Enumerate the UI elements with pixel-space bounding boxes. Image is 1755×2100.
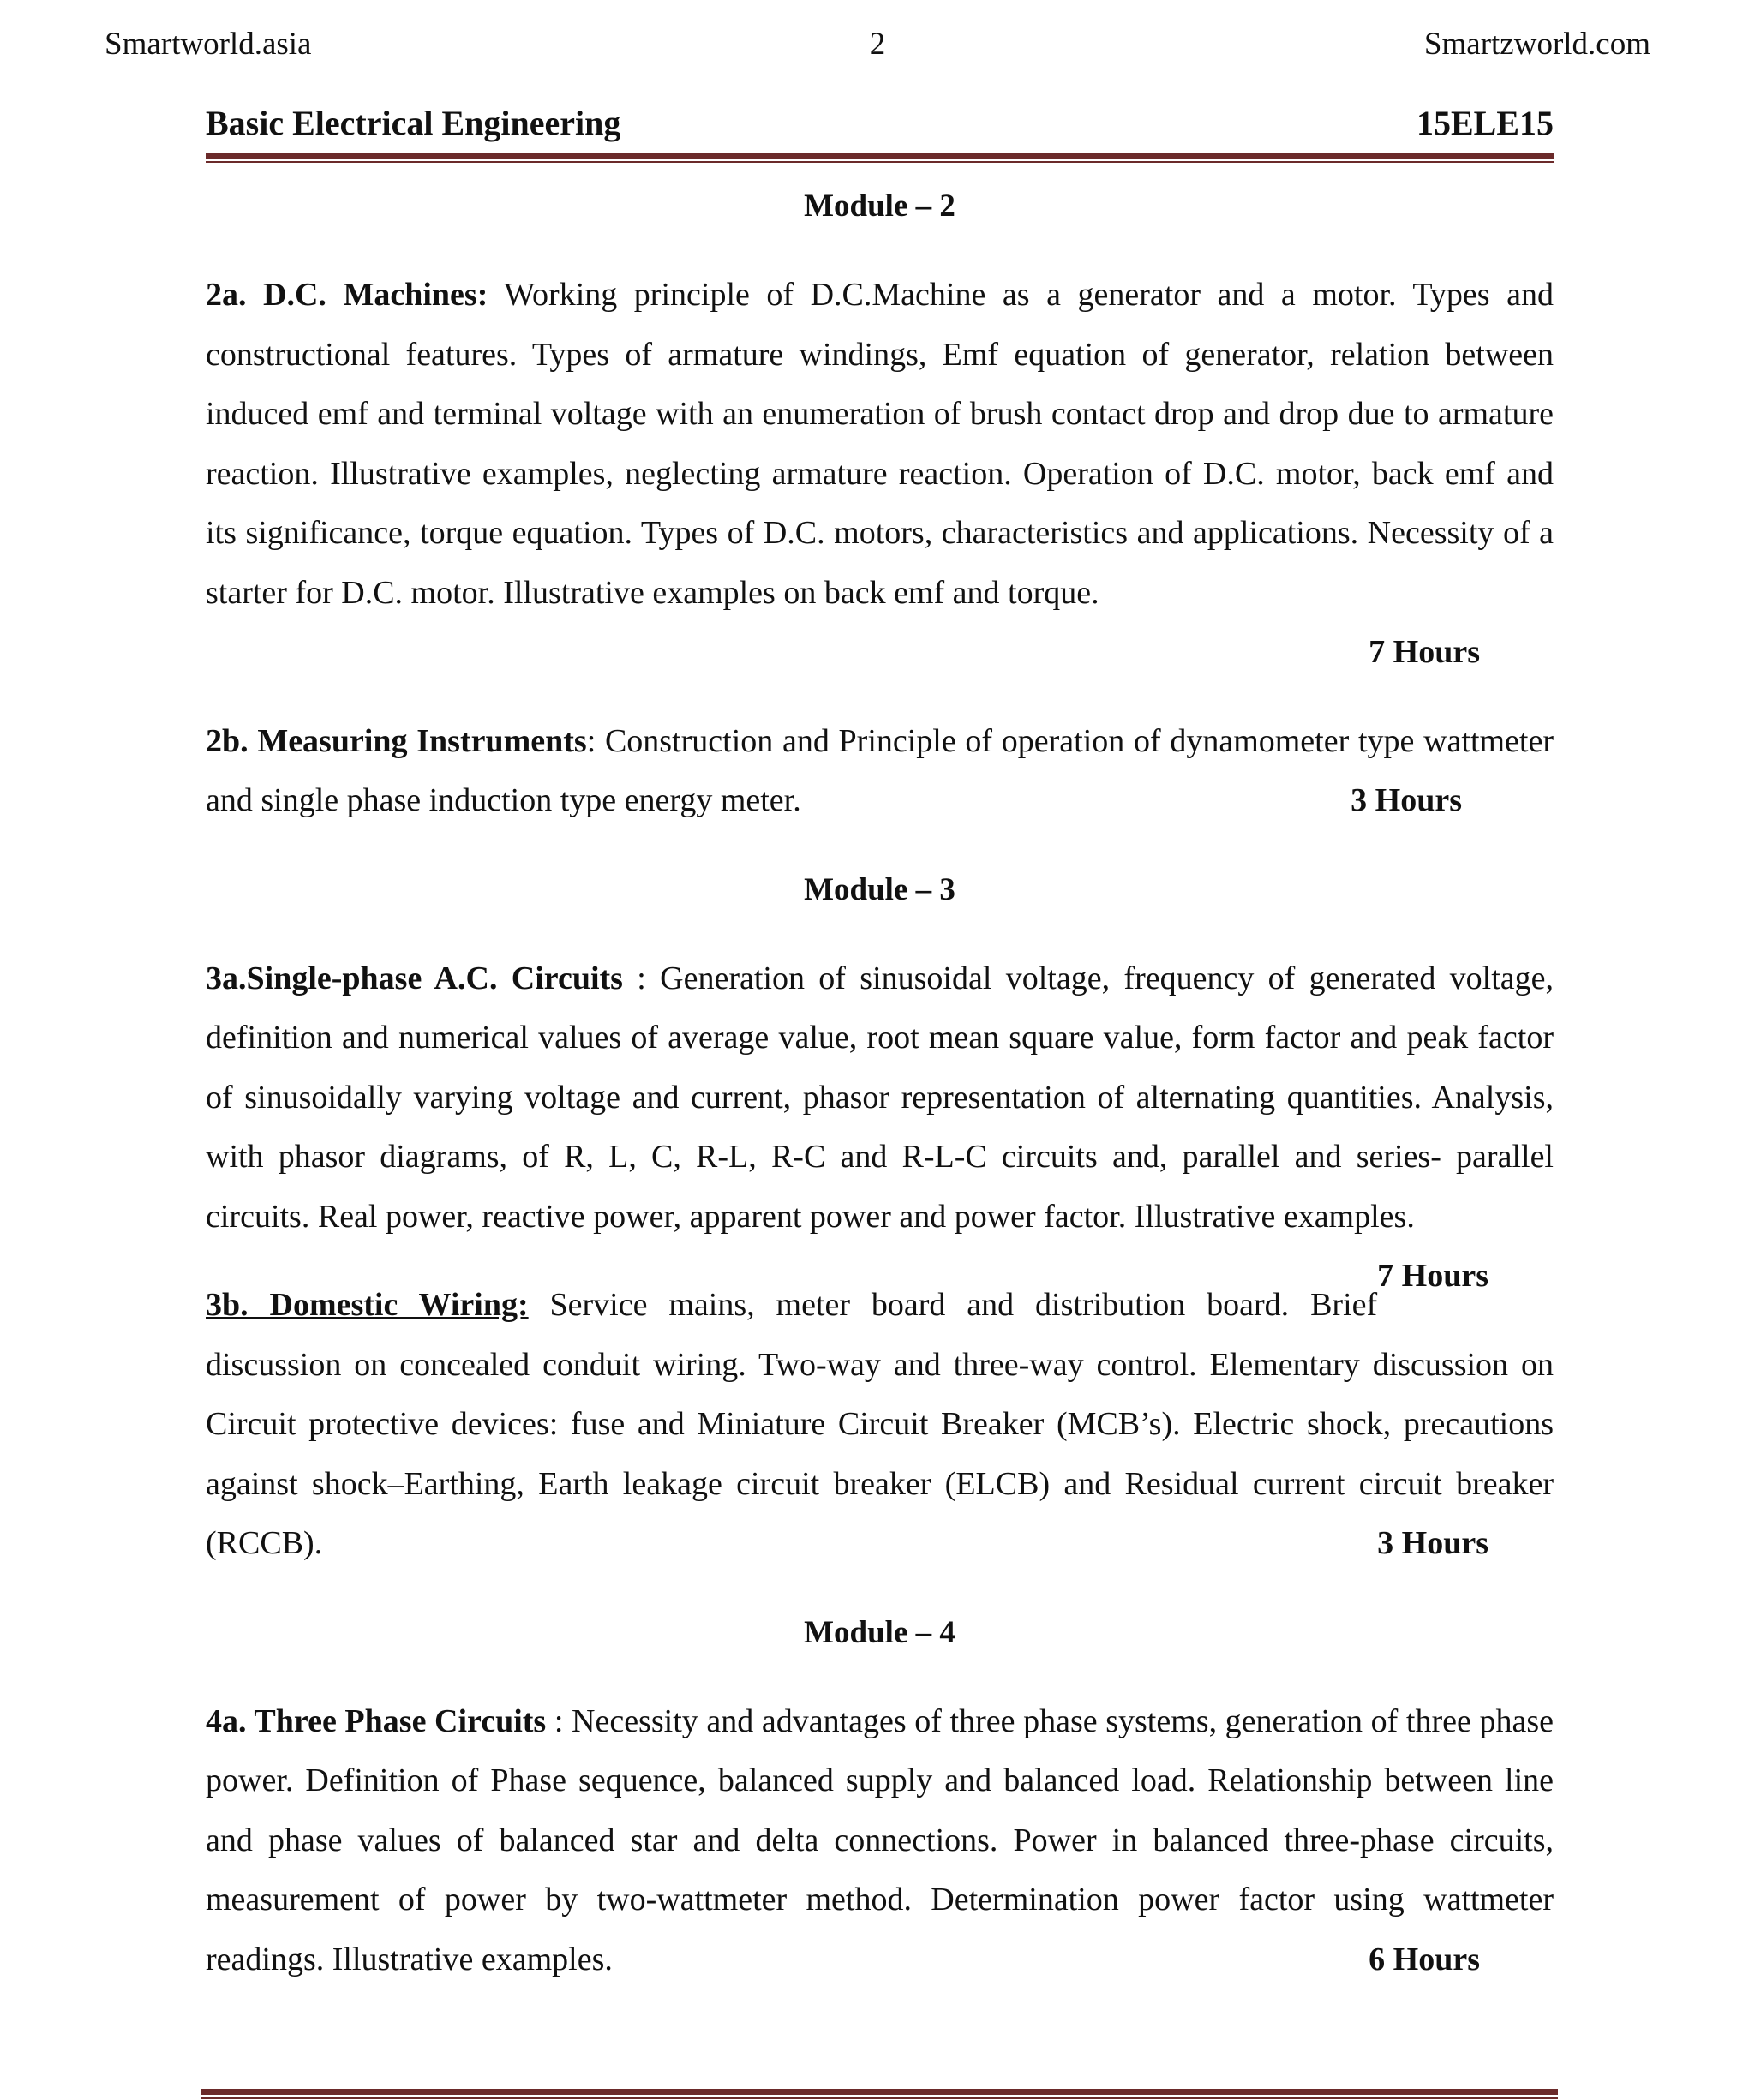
subject-title: Basic Electrical Engineering [206,104,621,142]
header-rule [206,153,1554,163]
section-3a-body: : Generation of sinusoidal voltage, frequency of generated voltage, definition and numerical values of average value, root mean square value, form factor and peak factor of sinusoidally varying voltage and current, phasor representation of alternating quantities. Analysis, with phasor diagrams, of R, L, C, R-L, R-C and R-L-C circuits and, parallel and series- parallel circuits. Real power, reactive power, apparent power and power factor. Illustrative examples. [206,960,1554,1235]
site-left: Smartworld.asia [105,27,312,62]
section-3b-hours: 3 Hours [1377,1525,1488,1561]
section-3b-heading: 3b. Domestic Wiring: [206,1287,529,1323]
section-3a-hours: 7 Hours [1377,1258,1488,1294]
section-2b-body: : Construction and Principle of operation of dynamometer type wattmeter and single phase induction type energy meter. [206,722,1554,818]
page-number: 2 [869,27,886,62]
section-3b-body: Service mains, meter board and distribution board. Brief discussion on concealed conduit wiring. Two-way and three-way control. Elementary discussion on Circuit protective devices: fuse and Miniature Circuit Breaker (MCB’s). Electric shock, precautions against shock–Earthing, Earth leakage circuit breaker (ELCB) and Residual current circuit breaker (RCCB). [206,1287,1554,1561]
section-2a [206,266,1554,623]
module-2-title: Module – 2 [804,188,955,224]
page-content [206,99,1554,1989]
document-header [206,99,1554,147]
section-2b [206,712,1554,831]
section-2a-body: Working principle of D.C.Machine as a generator and a motor. Types and constructional features. Types of armature windings, Emf equation of generator, relation between induced emf and terminal voltage with an enumeration of brush contact drop and drop due to armature reaction. Illustrative examples, neglecting armature reaction. Operation of D.C. motor, back emf and its significance, torque equation. Types of D.C. motors, characteristics and applications. Necessity of a starter for D.C. motor. Illustrative examples on back emf and torque. [206,277,1554,611]
top-bar [105,26,1650,69]
section-2a-hours: 7 Hours [1369,634,1480,670]
section-3b [206,1276,1554,1574]
footer-rule [201,2089,1558,2099]
site-right: Smartzworld.com [1423,27,1650,62]
section-2b-heading: 2b. Measuring Instruments [206,722,587,759]
section-4a-body: : Necessity and advantages of three phase systems, generation of three phase power. Definition of Phase sequence, balanced supply and balanced load. Relationship between line and phase values of balanced star and delta connections. Power in balanced three-phase circuits, measurement of power by two-wattmeter method. Determination power factor using wattmeter readings. Illustrative examples. [206,1702,1554,1977]
subject-code: 15ELE15 [1416,104,1554,142]
section-4a-hours: 6 Hours [1369,1941,1480,1977]
section-2b-hours: 3 Hours [1351,782,1462,818]
section-4a-heading: 4a. Three Phase Circuits [206,1702,547,1739]
section-4a [206,1692,1554,1990]
module-4-title: Module – 4 [804,1614,955,1650]
section-2a-heading: 2a. D.C. Machines: [206,277,488,313]
section-3a-heading: 3a.Single-phase A.C. Circuits [206,960,623,996]
module-3-title: Module – 3 [804,871,955,907]
section-3a [206,949,1554,1294]
